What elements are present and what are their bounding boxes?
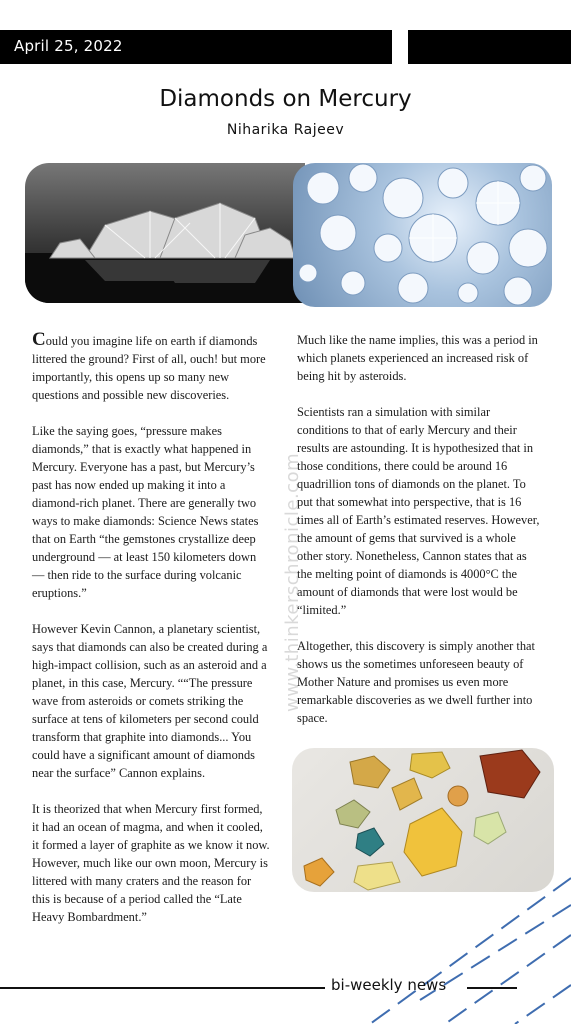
article-author: Niharika Rajeev [226,122,345,138]
paragraph-magma: It is theorized that when Mercury first formed, it had an ocean of magma, and when it cooled, it formed a layer of graphite as we know it now. However, much like our own moon, Mercury is littered with many craters and the reason for this is because of a period called the “Late Heavy Bombardment.” [32,802,270,924]
paragraph-bombardment: Much like the name implies, this was a period in which planets experienced an increased risk of being hit by asteroids. [297,333,538,383]
paragraph-pressure: Like the saying goes, “pressure makes diamonds,” that is exactly what happened in Mercury. Everyone has a past, but Mercury’s past has now ended up making it into a diamond-rich planet. There are generally two ways to make diamonds: Science News states that on Earth “the gemstones crystallize deep underground — at least 150 kilometers down — then ride to the surface during volcanic eruptions.” [32,424,259,600]
article-title: Diamonds on Mercury [159,86,412,112]
paragraph-intro-text: ould you imagine life on earth if diamonds littered the ground? First of all, ouch! but more importantly, this opens up so many new questions and possible new discoveries. [32,334,266,402]
footer-rule-left [0,987,325,989]
diamonds-blue-photo [293,163,552,307]
article-right-column [297,331,543,745]
watermark-url: www.thinkerschronicle.com [282,452,303,712]
article-left-column [32,331,270,944]
footer-label: bi-weekly news [331,976,447,994]
drop-cap: C [32,329,46,350]
paragraph-intro [32,331,270,404]
rough-diamonds-photo [292,748,554,892]
diamonds-dark-photo [25,163,305,303]
footer-rule-right [467,987,517,989]
publication-date: April 25, 2022 [14,37,123,55]
paragraph-cannon: However Kevin Cannon, a planetary scientist, says that diamonds can also be created during a high-impact collision, such as an asteroid and a planet, in this case, Mercury. ““The pressure wave from asteroids or comets striking the surface at tens of kilometers per second could transform that graphite into diamonds... You could have a significant amount of diamonds near the surface” Cannon explains. [32,622,268,780]
paragraph-simulation: Scientists ran a simulation with similar conditions to that of early Mercury and their results are astounding. It is hypothesized that in those conditions, there could be around 16 quadrillion tons of diamonds on the planet. To put that somewhat into perspective, that is 16 times all of Earth’s estimated reserves. However, the amount of gems that survived is a whole other story. Nonetheless, Cannon states that as the melting point of diamonds is 4000°C the amount of diamonds that were lost would be “limited.” [297,405,540,617]
header-bar-right [408,30,571,64]
paragraph-conclusion: Altogether, this discovery is simply another that shows us the sometimes unforeseen beauty of Mother Nature and promises us even more remarkable discoveries as we dwell further into space. [297,639,535,725]
